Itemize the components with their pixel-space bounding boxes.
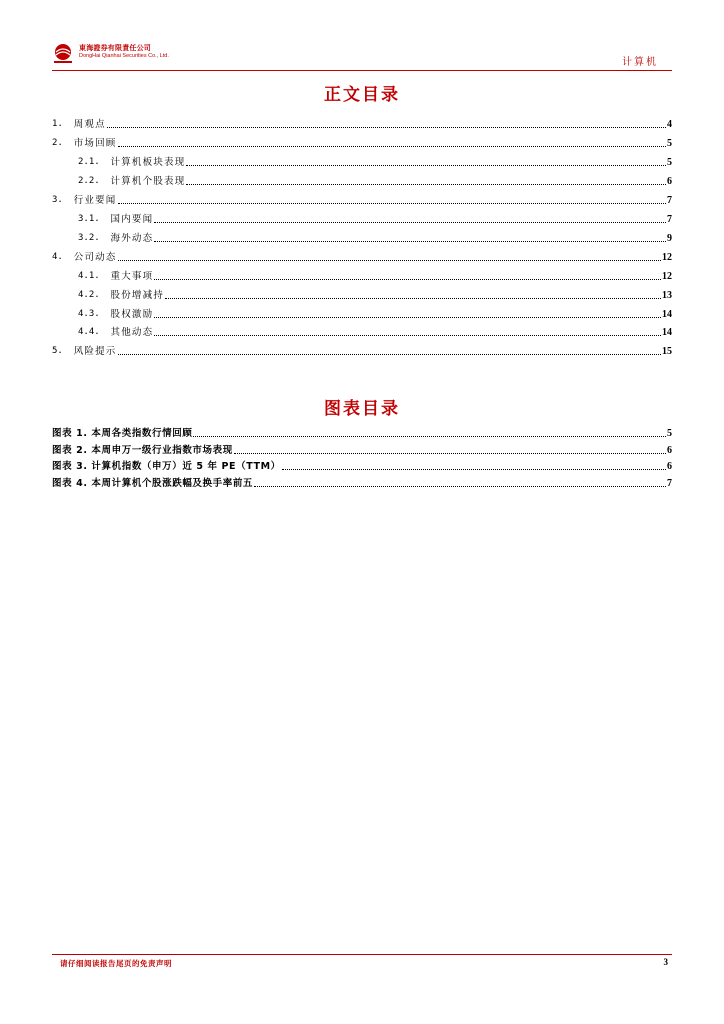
toc-entry-label: 国内要闻 [110,213,154,225]
toc-entry-label: 计算机板块表现 [110,156,186,168]
toc-entry-label: 海外动态 [110,232,154,244]
toc-entry-label: 股份增减持 [110,289,165,301]
toc-entry-page: 7 [667,194,672,206]
toc-entry-page: 4 [667,119,672,130]
toc-entry-number: 3.2. [78,232,111,243]
leader-dots [282,469,666,470]
toc-entry-label: 公司动态 [73,251,117,263]
toc-entry-number: 4.3. [78,308,111,319]
figure-entry[interactable] [52,458,672,472]
toc-entry-number: 2. [52,137,74,148]
leader-dots [118,354,662,355]
toc-entry[interactable] [52,192,672,206]
toc-entry[interactable] [52,230,672,244]
toc-entry-label: 重大事项 [110,270,154,282]
toc-entry-page: 5 [667,137,672,149]
figure-entry-page: 6 [667,461,672,472]
toc-entry-label: 其他动态 [110,327,154,339]
leader-dots [165,298,661,299]
toc-entry-page: 5 [667,156,672,168]
figure-entry-page: 5 [667,428,672,439]
toc-entry-label: 风险提示 [73,346,117,358]
toc-entry-label: 计算机个股表现 [110,175,186,187]
leader-dots [118,260,662,261]
toc-title: 正文目录 [324,85,400,105]
figure-entry[interactable] [52,425,672,439]
leader-dots [107,127,666,128]
toc-entry[interactable] [52,287,672,301]
figure-entry[interactable] [52,475,672,489]
page-number: 3 [663,957,668,967]
leader-dots [254,486,666,487]
toc-entry-number: 3. [52,194,74,205]
toc-entry-page: 9 [667,232,672,244]
figure-entry-label: 图表 1. 本周各类指数行情回顾 [52,428,193,439]
toc-entry-page: 14 [662,308,672,320]
toc-entry-page: 14 [662,327,672,339]
toc-entry-number: 4.1. [78,270,111,281]
leader-dots [193,436,666,437]
toc-entry[interactable] [52,211,672,225]
header-divider [52,70,672,71]
toc-entry[interactable] [52,154,672,168]
page-header [52,38,672,72]
leader-dots [234,453,666,454]
toc-entry-number: 4.2. [78,289,111,300]
toc-entry[interactable] [52,324,672,338]
toc-entry-number: 2.2. [78,175,111,186]
toc-entry-label: 股权激励 [110,308,154,320]
toc-entry-page: 6 [667,175,672,187]
figure-entry[interactable] [52,442,672,456]
leader-dots [186,165,666,166]
company-name-en: DongHai Qianhai Securities Co., Ltd. [79,53,169,59]
toc-entry[interactable] [52,249,672,263]
company-logo-icon [52,42,74,64]
toc-entry-label: 市场回顾 [73,137,117,149]
leader-dots [154,335,661,336]
figure-entry-page: 7 [667,477,672,489]
toc-entry-page: 13 [662,289,672,301]
figure-entry-label: 图表 4. 本周计算机个股涨跌幅及换手率前五 [52,477,254,489]
toc-entry[interactable] [52,268,672,282]
toc-entry-page: 7 [667,213,672,225]
figure-list-title: 图表目录 [324,399,400,419]
toc-entry[interactable] [52,306,672,320]
toc-entry-number: 4. [52,251,74,262]
leader-dots [186,184,666,185]
section-tag: 计算机 [622,57,658,68]
leader-dots [118,146,667,147]
figure-entry-label: 图表 2. 本周申万一级行业指数市场表现 [52,444,233,456]
leader-dots [154,317,661,318]
toc-entry-number: 3.1. [78,213,111,224]
toc-entry-number: 2.1. [78,156,111,167]
toc-entry-page: 12 [662,270,672,282]
leader-dots [154,279,661,280]
leader-dots [154,222,666,223]
footer-divider [52,954,672,955]
toc-entry-label: 周观点 [73,119,106,130]
toc-entry[interactable] [52,173,672,187]
toc-entry-page: 15 [662,346,672,358]
toc-entry-number: 5. [52,346,74,357]
toc-entry-number: 4.4. [78,327,111,338]
toc-entry[interactable] [52,135,672,149]
toc-entry[interactable] [52,116,672,130]
toc-entry-label: 行业要闻 [73,194,117,206]
toc-entry-page: 12 [662,251,672,263]
leader-dots [154,241,666,242]
toc-entry-number: 1. [52,119,74,129]
company-name-cn: 東海證券有限責任公司 [79,44,151,52]
figure-entry-page: 6 [667,444,672,456]
figure-entry-label: 图表 3. 计算机指数（申万）近 5 年 PE（TTM） [52,461,281,472]
toc-entry[interactable] [52,343,672,357]
footer-disclaimer: 请仔细阅读报告尾页的免责声明 [60,959,172,968]
leader-dots [118,203,667,204]
